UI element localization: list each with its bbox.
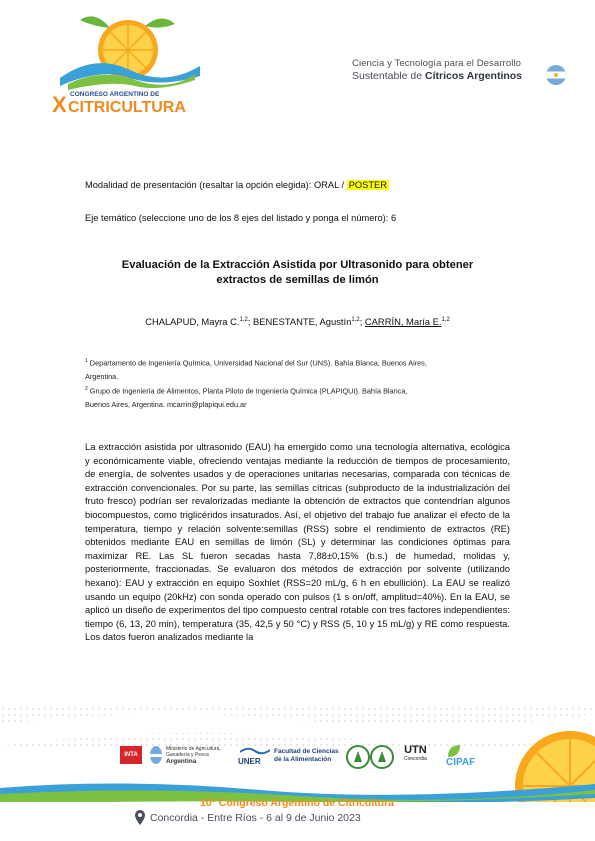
utn-sub: Concordia (404, 756, 427, 762)
logo-title: CITRICULTURA (68, 99, 186, 116)
author-3: CARRÍN, María E. (364, 316, 442, 327)
inta-label: INTA (124, 752, 138, 758)
logo-numeral: X (52, 92, 67, 116)
event-title: 10° Congreso Argentino de Citricultura (200, 797, 394, 809)
paper-title (60, 258, 535, 288)
aff1-line1: Departamento de Ingeniería Química, Universidad Nacional del Sur (UNS). Bahía Blanca, Buenos Aires, (87, 358, 427, 368)
thematic-axis: Eje temático (seleccione uno de los 8 ejes del listado y ponga el número): 6 (85, 213, 397, 223)
aff2-marker: 2 (85, 386, 88, 392)
tagline-line1: Ciencia y Tecnología para el Desarrollo (352, 58, 522, 69)
author-3-affil: 1,2 (441, 316, 450, 323)
ministry-line1: Ministerio de Agricultura, (166, 746, 221, 752)
tagline-line2 (352, 70, 567, 82)
abstract-text: La extracción asistida por ultrasonido (EAU) ha emergido como una tecnología alternativa, ecológica y económicamente viable, ofreciendo ventajas mediante la reducción de tiempos de procesamiento, de energía, de solventes usados y de operaciones unitarias necesarias, comparada con técnicas de extracción convencionales. Por su parte, las semillas cítricas (subproducto de la industrialización del fruto fresco) podrían ser revalorizadas mediante la obtención de extractos que contendrían algunos biocompuestos, como triglicéridos insaturados. Así, el objetivo del trabajo fue analizar el efecto de la temperatura, tiempo y relación solvente:semillas (RSS) sobre el rendimiento de extractos (RE) obtenidos mediante EAU en semillas de limón (SL) y determinar las condiciones óptimas para maximizar RE. Las SL fueron secadas hasta 7,88±0,15% (b.s.) de humedad, molidas y, posteriormente, fraccionadas. Se evaluaron dos métodos de extracción por solvente (utilizando hexano): EAU y extracción en equipo Soxhlet (RSS=20 mL/g, 6 h en ebullición). La EAU se realizó usando un equipo (20kHz) con sonda operado con pulsos (1 s on/off, amplitud=40%). En la EAU, se aplicó un diseño de experimentos del tipo compuesto central rotable con tres factores independientes: tiempo (6, 13, 20 min), temperatura (35, 42,5 y 50 °C) y RSS (5, 10 y 15 mL/g) y RE como respuesta. Los datos fueron analizados mediante la (85, 441, 510, 643)
uner-wave-icon (240, 746, 270, 756)
ministry-line2: Ganadería y Pesca (166, 752, 209, 758)
utn-label: UTN (404, 744, 427, 756)
affiliation-1 (85, 354, 510, 384)
modality-label: Modalidad de presentación (resaltar la opción elegida): ORAL / (85, 180, 345, 190)
cipaf-logo: CIPAF (446, 757, 476, 768)
congress-logo (50, 8, 200, 116)
presentation-modality (85, 180, 389, 190)
tagline-prefix: Sustentable de (352, 70, 423, 82)
authors (60, 316, 535, 327)
institution-emblem-icon (345, 744, 395, 770)
header-tagline (352, 58, 567, 82)
faculty-line2: de la Alimentación (274, 756, 332, 763)
event-place: Concordia - Entre Ríos - 6 al 9 de Junio 2023 (150, 812, 361, 824)
author-1-affil: 1,2 (239, 316, 248, 323)
author-2-affil: 1,2 (351, 316, 360, 323)
affiliation-2 (85, 382, 510, 412)
author-1: CHALAPUD, Mayra C. (145, 316, 240, 327)
title-line1: Evaluación de la Extracción Asistida por Ultrasonido para obtener (121, 259, 474, 271)
tagline-bold: Cítricos Argentinos (424, 70, 523, 82)
modality-selected: POSTER (348, 180, 387, 190)
aff2-line2: Buenos Aires, Argentina. mcarrin@plapiqui.edu.ar (85, 400, 247, 410)
location-pin-icon (134, 810, 146, 825)
title-line2: extractos de semillas de limón (216, 274, 379, 286)
aff1-marker: 1 (85, 358, 88, 364)
argentina-flag-icon (545, 64, 567, 86)
logo-subtitle: CONGRESO ARGENTINO DE (70, 91, 160, 98)
faculty-logo (274, 748, 339, 764)
inta-logo (120, 746, 142, 764)
leaf-icon (80, 16, 110, 28)
ministry-logo (166, 746, 221, 766)
cipaf-leaf-icon (447, 744, 461, 758)
aff2-line1: Grupo de Ingeniería de Alimentos, Planta Piloto de Ingeniería Química (PLAPIQUI). Bahía Blanca, (87, 386, 408, 396)
coat-of-arms-icon (149, 744, 163, 766)
utn-logo (404, 744, 427, 762)
uner-logo: UNER (238, 757, 261, 766)
faculty-line1: Facultad de Ciencias (274, 748, 339, 755)
ministry-line3: Argentina (166, 758, 197, 765)
author-sep: ; (247, 316, 254, 327)
author-2: BENESTANTE, Agustín (253, 316, 352, 327)
aff1-line2: Argentina. (85, 372, 119, 382)
author-sep: ; (359, 316, 365, 327)
